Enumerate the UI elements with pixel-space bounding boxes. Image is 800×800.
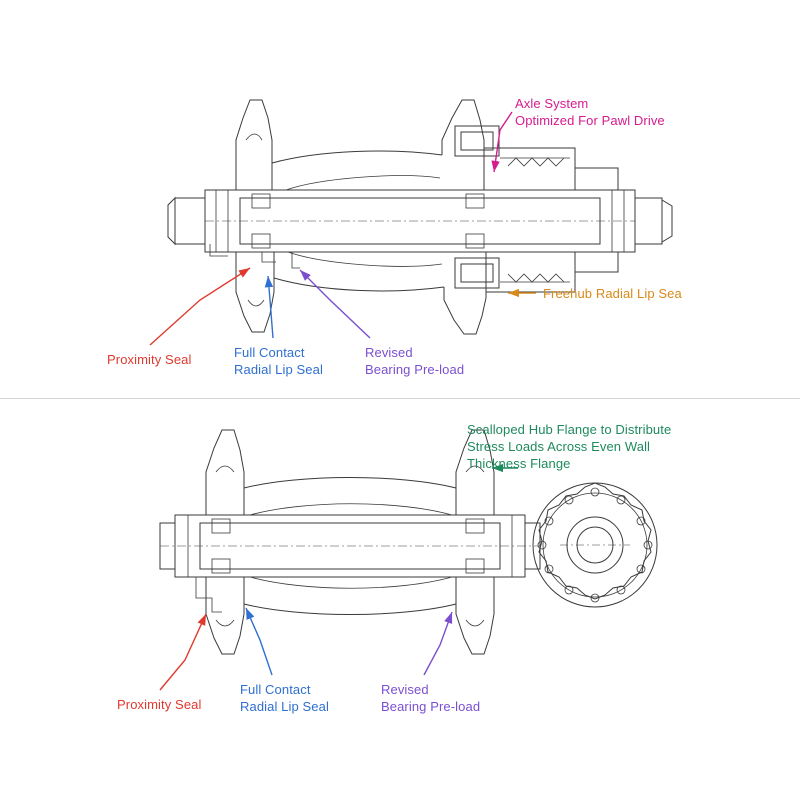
leader-axle-system (494, 112, 512, 172)
callout-label-revised-bearing-pre-load-2: Revised Bearing Pre-load (381, 682, 481, 714)
callout-label-full-contact-radial-lip-seal: Full Contact Radial Lip Seal (234, 345, 323, 377)
scalloped-flange-teeth (538, 483, 652, 602)
leader-proximity-seal-2 (160, 614, 206, 690)
leader-proximity-seal (150, 268, 250, 345)
callout-label-axle-system: Axle System Optimized For Pawl Drive (515, 96, 665, 128)
callout-leaders-bottom (160, 468, 518, 690)
callout-label-revised-bearing-pre-load: Revised Bearing Pre-load (365, 345, 465, 377)
leader-bearing-preload (300, 270, 370, 338)
leader-bearing-preload-2 (424, 612, 452, 675)
callout-label-proximity-seal: Proximity Seal (107, 352, 192, 367)
callout-label-proximity-seal-2: Proximity Seal (117, 697, 202, 712)
callout-label-full-contact-radial-lip-seal-2: Full Contact Radial Lip Seal (240, 682, 329, 714)
section-divider (0, 398, 800, 399)
callout-label-freehub-radial-lip-seal: Freehub Radial Lip Sea (543, 286, 682, 301)
leader-full-contact-seal-2 (246, 608, 272, 675)
leader-full-contact-seal (268, 276, 273, 338)
callout-leaders-top (150, 112, 536, 345)
callout-label-scalloped-hub-flange: Scalloped Hub Flange to Distribute Stress Loads Across Even Wall Thickness Flange (467, 422, 672, 471)
